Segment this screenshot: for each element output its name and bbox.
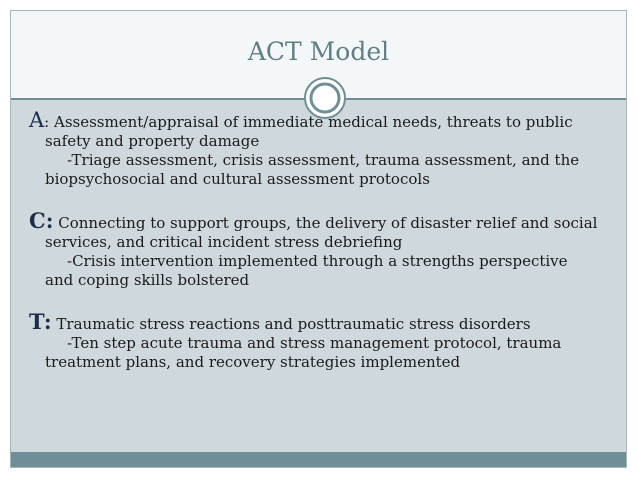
item-letter: A bbox=[29, 108, 45, 132]
footer-band bbox=[11, 452, 626, 467]
item-letter: T: bbox=[29, 309, 52, 334]
slide-title: ACT Model bbox=[247, 37, 390, 66]
item-sub-line-cont: biopsychosocial and cultural assessment protocols bbox=[45, 170, 430, 188]
item-sub-line: -Crisis intervention implemented through a strengths perspective bbox=[67, 252, 568, 270]
item-assessment bbox=[29, 108, 619, 189]
item-connecting bbox=[29, 208, 619, 290]
item-sub-line: -Ten step acute trauma and stress management protocol, trauma bbox=[67, 334, 562, 352]
item-line: Connecting to support groups, the delivery of disaster relief and social bbox=[53, 214, 598, 232]
item-letter: C: bbox=[29, 208, 54, 233]
slide-body bbox=[29, 108, 619, 372]
item-line: Assessment/appraisal of immediate medical needs, threats to public bbox=[49, 113, 573, 131]
item-line-cont: safety and property damage bbox=[45, 132, 260, 150]
item-sub-line: -Triage assessment, crisis assessment, trauma assessment, and the bbox=[67, 151, 580, 169]
item-traumatic bbox=[29, 309, 619, 372]
slide bbox=[10, 10, 627, 468]
item-sub-line-cont: and coping skills bolstered bbox=[45, 271, 250, 289]
item-line: Traumatic stress reactions and posttraumatic stress disorders bbox=[51, 315, 531, 333]
item-separator: : bbox=[44, 113, 50, 131]
item-line-cont: services, and critical incident stress debriefing bbox=[45, 233, 403, 251]
item-sub-line-cont: treatment plans, and recovery strategies implemented bbox=[45, 353, 461, 371]
